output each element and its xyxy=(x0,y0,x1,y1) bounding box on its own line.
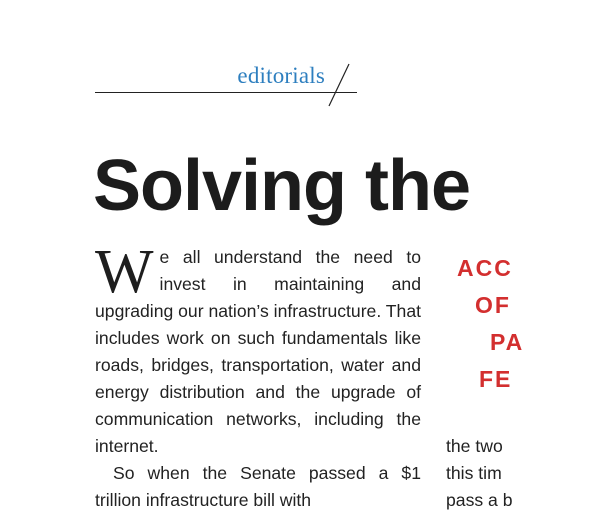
section-label: editorials xyxy=(237,63,325,88)
section-header xyxy=(95,62,357,102)
article-paragraph: So when the Senate passed a $1 trillion infrastructure bill with xyxy=(95,463,421,510)
section-rule xyxy=(95,92,357,93)
article-paragraph xyxy=(95,238,422,460)
pull-quote-line: ACC xyxy=(457,255,513,281)
article-column-2 xyxy=(446,433,606,514)
pull-quote xyxy=(446,250,606,398)
headline: Solving the xyxy=(93,146,471,226)
drop-cap: W xyxy=(95,238,154,306)
column-line: pass a b xyxy=(446,490,513,510)
column-line: the two xyxy=(446,436,503,456)
pull-quote-line: PA xyxy=(490,329,525,355)
pull-quote-line: FE xyxy=(479,366,513,392)
article-body xyxy=(95,238,422,514)
pull-quote-line: OF xyxy=(475,292,511,318)
paragraph-text: e all understand the need to invest in maintaining and upgrading our nation’s infrastructure. That includes work on such fundamentals like roads, bridges, transportation, water and energy distribution and the upgrade of communication networks, including the internet. xyxy=(95,247,422,456)
column-line: this tim xyxy=(446,463,502,483)
slash-divider-icon xyxy=(327,62,351,108)
